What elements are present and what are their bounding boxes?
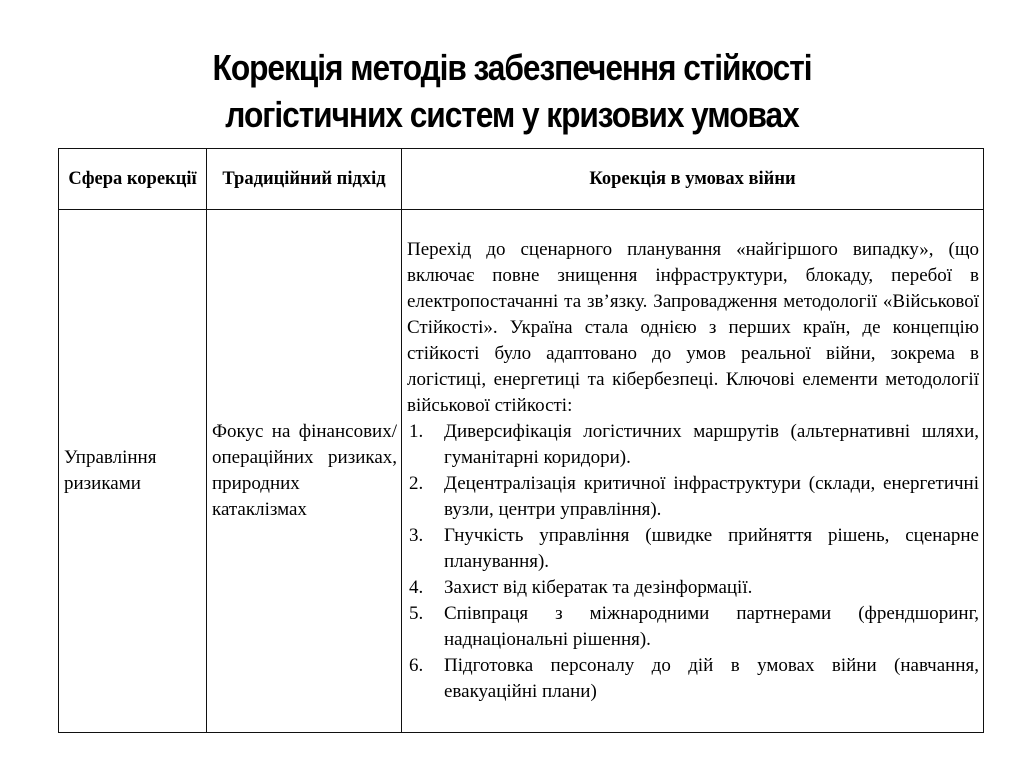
cell-traditional: Фокус на фінансових/операційних ризиках, природних катаклізмах	[207, 210, 402, 733]
resilience-elements-list	[407, 419, 979, 705]
header-traditional: Традиційний підхід	[207, 149, 402, 210]
war-intro-text: Перехід до сценарного планування «найгіршого випадку», (що включає повне знищення інфраструктури, блокаду, перебої в електропостачанні та зв’язку. Запровадження методології «Військової Стійкості». Україна стала однією з перших країн, де концепцію стійкості було адаптовано до умов реальної війни, зокрема в логістиці, енергетиці та кібербезпеці. Ключові елементи методології військової стійкості:	[407, 239, 979, 416]
slide-title-line-1: Корекція методів забезпечення стійкості	[212, 47, 812, 88]
list-item: 6. Підготовка персоналу до дій в умовах війни (навчання, евакуаційні плани)	[409, 655, 979, 702]
slide-title-line-2: логістичних систем у кризових умовах	[225, 94, 799, 135]
list-item: 3. Гнучкість управління (швидке прийняття рішень, сценарне планування).	[409, 525, 979, 572]
list-item: 1. Диверсифікація логістичних маршрутів (альтернативні шляхи, гуманітарні коридори).	[409, 421, 979, 468]
list-item: 4. Захист від кібератак та дезінформації.	[409, 577, 753, 598]
table-row	[59, 210, 984, 733]
correction-table	[58, 148, 984, 733]
header-war-correction: Корекція в умовах війни	[402, 149, 984, 210]
list-item: 2. Децентралізація критичної інфраструктури (склади, енергетичні вузли, центри управління).	[409, 473, 979, 520]
cell-war-correction	[402, 210, 984, 733]
table-header-row	[59, 149, 984, 210]
cell-sphere: Управління ризиками	[59, 210, 207, 733]
header-sphere: Сфера корекції	[59, 149, 207, 210]
list-item: 5. Співпраця з міжнародними партнерами (френдшоринг, наднаціональні рішення).	[409, 603, 979, 650]
slide-title	[61, 44, 962, 138]
